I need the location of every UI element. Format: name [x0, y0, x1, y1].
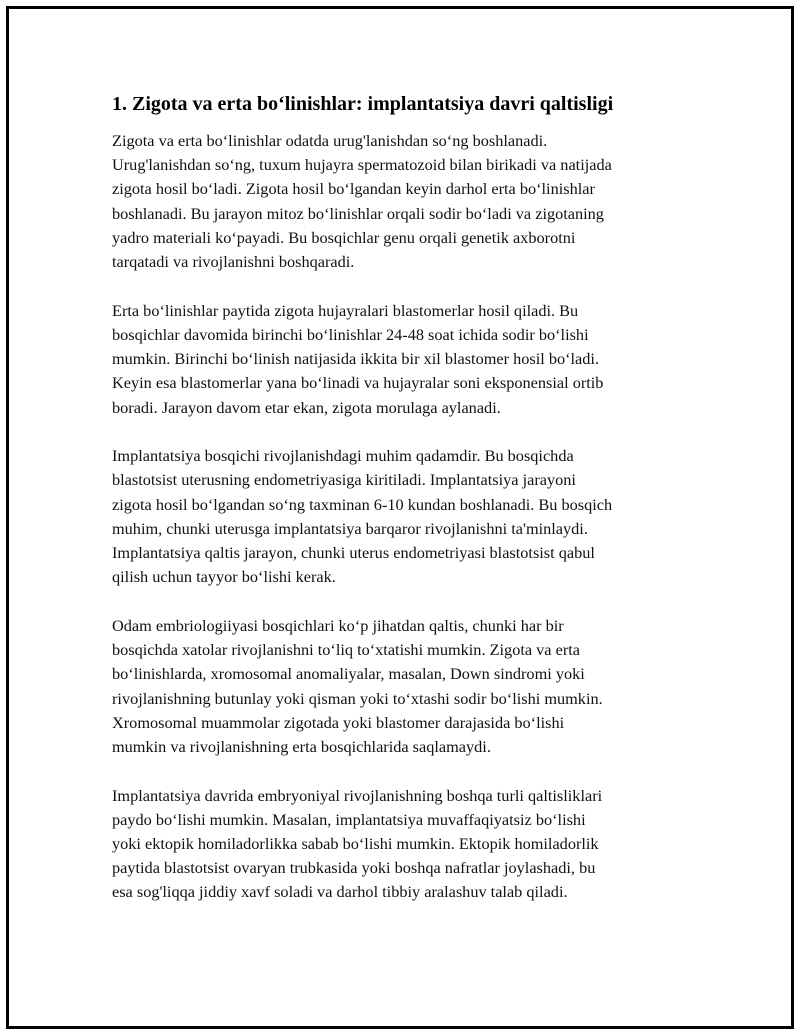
- paragraph-zygote-cleavage: Zigota va erta bo‘linishlar odatda urug'lanishdan so‘ng boshlanadi. Urug'lanishdan so‘ng, tuxum hujayra spermatozoid bilan birikadi va natijada zigota hosil bo‘ladi. Zigota hosil bo‘lgandan keyin darhol erta bo‘linishlar boshlanadi. Bu jarayon mitoz bo‘linishlar orqali sodir bo‘ladi va zigotaning yadro materiali ko‘payadi. Bu bosqichlar genu orqali genetik axborotni tarqatadi va rivojlanishni boshqaradi.: [112, 131, 612, 272]
- paragraph-implantation-stage: Implantatsiya bosqichi rivojlanishdagi muhim qadamdir. Bu bosqichda blastotsist uterusning endometriyasiga kiritiladi. Implantatsiya jarayoni zigota hosil bo‘lgandan so‘ng taxminan 6-10 kundan boshlanadi. Bu bosqich muhim, chunki uterusga implantatsiya barqaror rivojlanishni ta'minlaydi. Implantatsiya qaltis jarayon, chunki uterus endometriyasi blastotsist qabul qilish uchun tayyor bo‘lishi kerak.: [112, 446, 613, 587]
- paragraph-blastomeres: Erta bo‘linishlar paytida zigota hujayralari blastomerlar hosil qiladi. Bu bosqichlar davomida birinchi bo‘linishlar 24-48 soat ichida sodir bo‘lishi mumkin. Birinchi bo‘linish natijasida ikkita bir xil blastomer hosil bo‘ladi. Keyin esa blastomerlar yana bo‘linadi va hujayralar soni eksponensial ortib boradi. Jarayon davom etar ekan, zigota morulaga aylanadi.: [112, 300, 604, 417]
- paragraph-ectopic-pregnancy: Implantatsiya davrida embryoniyal rivojlanishning boshqa turli qaltisliklari paydo bo‘lishi mumkin. Masalan, implantatsiya muvaffaqiyatsiz bo‘lishi yoki ektopik homiladorlikka sabab bo‘lishi mumkin. Ektopik homiladorlik paytida blastotsist ovaryan trubkasida yoki boshqa nafratlar joylashadi, bu esa sog'liqqa jiddiy xavf soladi va darhol tibbiy aralashuv talab qiladi.: [112, 785, 603, 902]
- document-body: [112, 91, 680, 929]
- section-heading: 1. Zigota va erta bo‘linishlar: implantatsiya davri qaltisligi: [112, 93, 614, 115]
- paragraph-embryology-risks: Odam embriologiiyasi bosqichlari ko‘p jihatdan qaltis, chunki har bir bosqichda xatolar rivojlanishni to‘liq to‘xtatishi mumkin. Zigota va erta bo‘linishlarda, xromosomal anomaliyalar, masalan, Down sindromi yoki rivojlanishning butunlay yoki qisman yoki to‘xtashi sodir bo‘lishi mumkin. Xromosomal muammolar zigotada yoki blastomer darajasida bo‘lishi mumkin va rivojlanishning erta bosqichlarida saqlamaydi.: [112, 615, 603, 756]
